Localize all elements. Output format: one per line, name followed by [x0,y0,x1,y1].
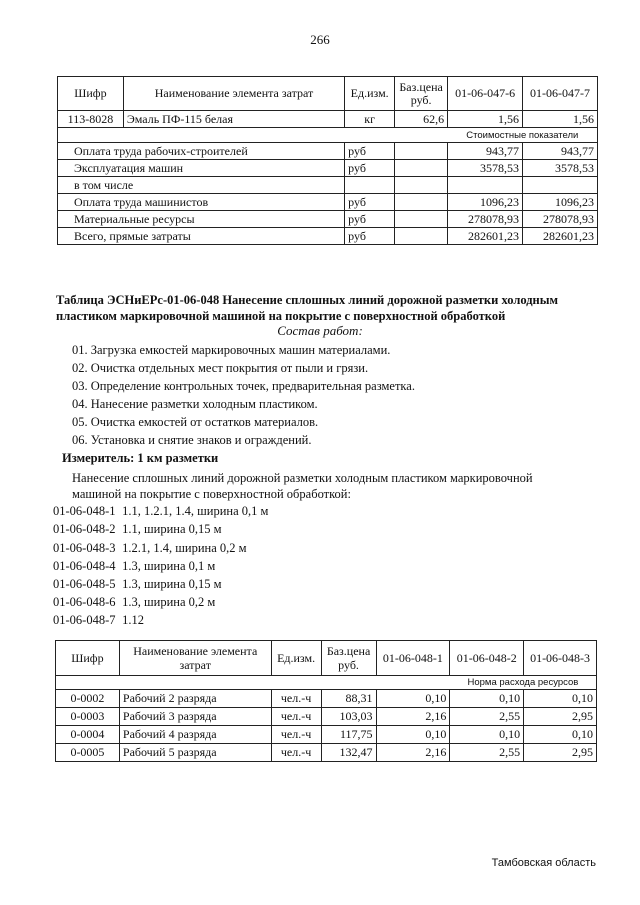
summary-row: в том числе [58,177,598,194]
col-header-name: Наименование элемента затрат [123,77,344,111]
table-row [58,111,598,128]
code-text: 1.12 [122,613,144,627]
summary-row: Оплата труда рабочих-строителей руб 943,77 943,77 [58,143,598,160]
code-text: 1.3, ширина 0,15 м [122,577,222,591]
col-header-base-price: Баз.цена руб. [321,641,376,676]
code-id: 01-06-048-5 [53,577,116,591]
code-text: 1.3, ширина 0,1 м [122,559,216,573]
col-header-unit: Ед.изм. [271,641,321,676]
page-number: 266 [310,32,330,47]
col-header-code: Шифр [58,77,124,111]
table-header-row [58,77,598,111]
col-header-047-6: 01-06-047-6 [448,77,523,111]
cell-unit: кг [345,111,395,128]
section-title [56,292,596,324]
code-text: 1.3, ширина 0,2 м [122,595,216,609]
work-item: 06. Установка и снятие знаков и ограждений. [72,433,312,447]
subheader-resource-norm: Норма расхода ресурсов [450,676,597,690]
code-line [53,504,268,519]
code-line [53,595,215,610]
table-header-row [56,641,597,676]
footer-region: Тамбовская область [491,857,596,869]
col-header-048-1: 01-06-048-1 [376,641,450,676]
work-item: 05. Очистка емкостей от остатков материалов. [72,415,319,429]
table-row: 0-0003 Рабочий 3 разряда чел.-ч 103,03 2,16 2,55 2,95 [56,708,597,726]
code-line [53,577,222,592]
code-id: 01-06-048-6 [53,595,116,609]
cell-value: 1,56 [523,111,598,128]
description: Нанесение сплошных линий дорожной разметки холодным пластиком маркировочной машиной на покрытие с поверхностной обработкой: [72,471,533,501]
cell-code: 113-8028 [58,111,124,128]
section-title-line1: Таблица ЭСНиЕРс-01-06-048 Нанесение сплошных линий дорожной разметки холодным [56,293,559,307]
col-header-048-3: 01-06-048-3 [524,641,597,676]
col-header-048-2: 01-06-048-2 [450,641,524,676]
code-id: 01-06-048-4 [53,559,116,573]
code-id: 01-06-048-1 [53,504,116,518]
table-subheader-row [56,676,597,690]
col-header-base-price: Баз.цена руб. [395,77,448,111]
code-id: 01-06-048-7 [53,613,116,627]
code-line [53,613,144,628]
col-header-047-7: 01-06-047-7 [523,77,598,111]
code-id: 01-06-048-3 [53,541,116,555]
cell-value: 1,56 [448,111,523,128]
code-line [53,522,222,537]
code-line [53,559,215,574]
code-text: 1.1, ширина 0,15 м [122,522,222,536]
section-title-line2: пластиком маркировочной машиной на покрытие с поверхностной обработкой [56,309,506,323]
resource-table-048 [55,640,597,762]
code-text: 1.1, 1.2.1, 1.4, ширина 0,1 м [122,504,269,518]
code-id: 01-06-048-2 [53,522,116,536]
summary-row: Эксплуатация машин руб 3578,53 3578,53 [58,160,598,177]
table-row: 0-0005 Рабочий 5 разряда чел.-ч 132,47 2,16 2,55 2,95 [56,744,597,762]
work-item: 03. Определение контрольных точек, предварительная разметка. [72,379,415,393]
col-header-code: Шифр [56,641,120,676]
table-row: 0-0004 Рабочий 4 разряда чел.-ч 117,75 0,10 0,10 0,10 [56,726,597,744]
work-item: 02. Очистка отдельных мест покрытия от пыли и грязи. [72,361,369,375]
work-item: 01. Загрузка емкостей маркировочных машин материалами. [72,343,391,357]
cost-table-047 [57,76,598,245]
cell-price: 62,6 [395,111,448,128]
summary-row: Материальные ресурсы руб 278078,93 278078,93 [58,211,598,228]
summary-row: Оплата труда машинистов руб 1096,23 1096,23 [58,194,598,211]
cell-name: Эмаль ПФ-115 белая [123,111,344,128]
table-row: 0-0002 Рабочий 2 разряда чел.-ч 88,31 0,10 0,10 0,10 [56,690,597,708]
col-header-name: Наименование элемента затрат [119,641,271,676]
col-header-unit: Ед.изм. [345,77,395,111]
code-text: 1.2.1, 1.4, ширина 0,2 м [122,541,247,555]
work-item: 04. Нанесение разметки холодным пластиком. [72,397,318,411]
subheader-cost-indicators: Стоимостные показатели [448,128,598,143]
table-subheader-row [58,128,598,143]
code-line [53,541,247,556]
composition-heading: Состав работ: [277,323,363,338]
meter-unit: Измеритель: 1 км разметки [62,451,219,465]
summary-row: Всего, прямые затраты руб 282601,23 282601,23 [58,228,598,245]
